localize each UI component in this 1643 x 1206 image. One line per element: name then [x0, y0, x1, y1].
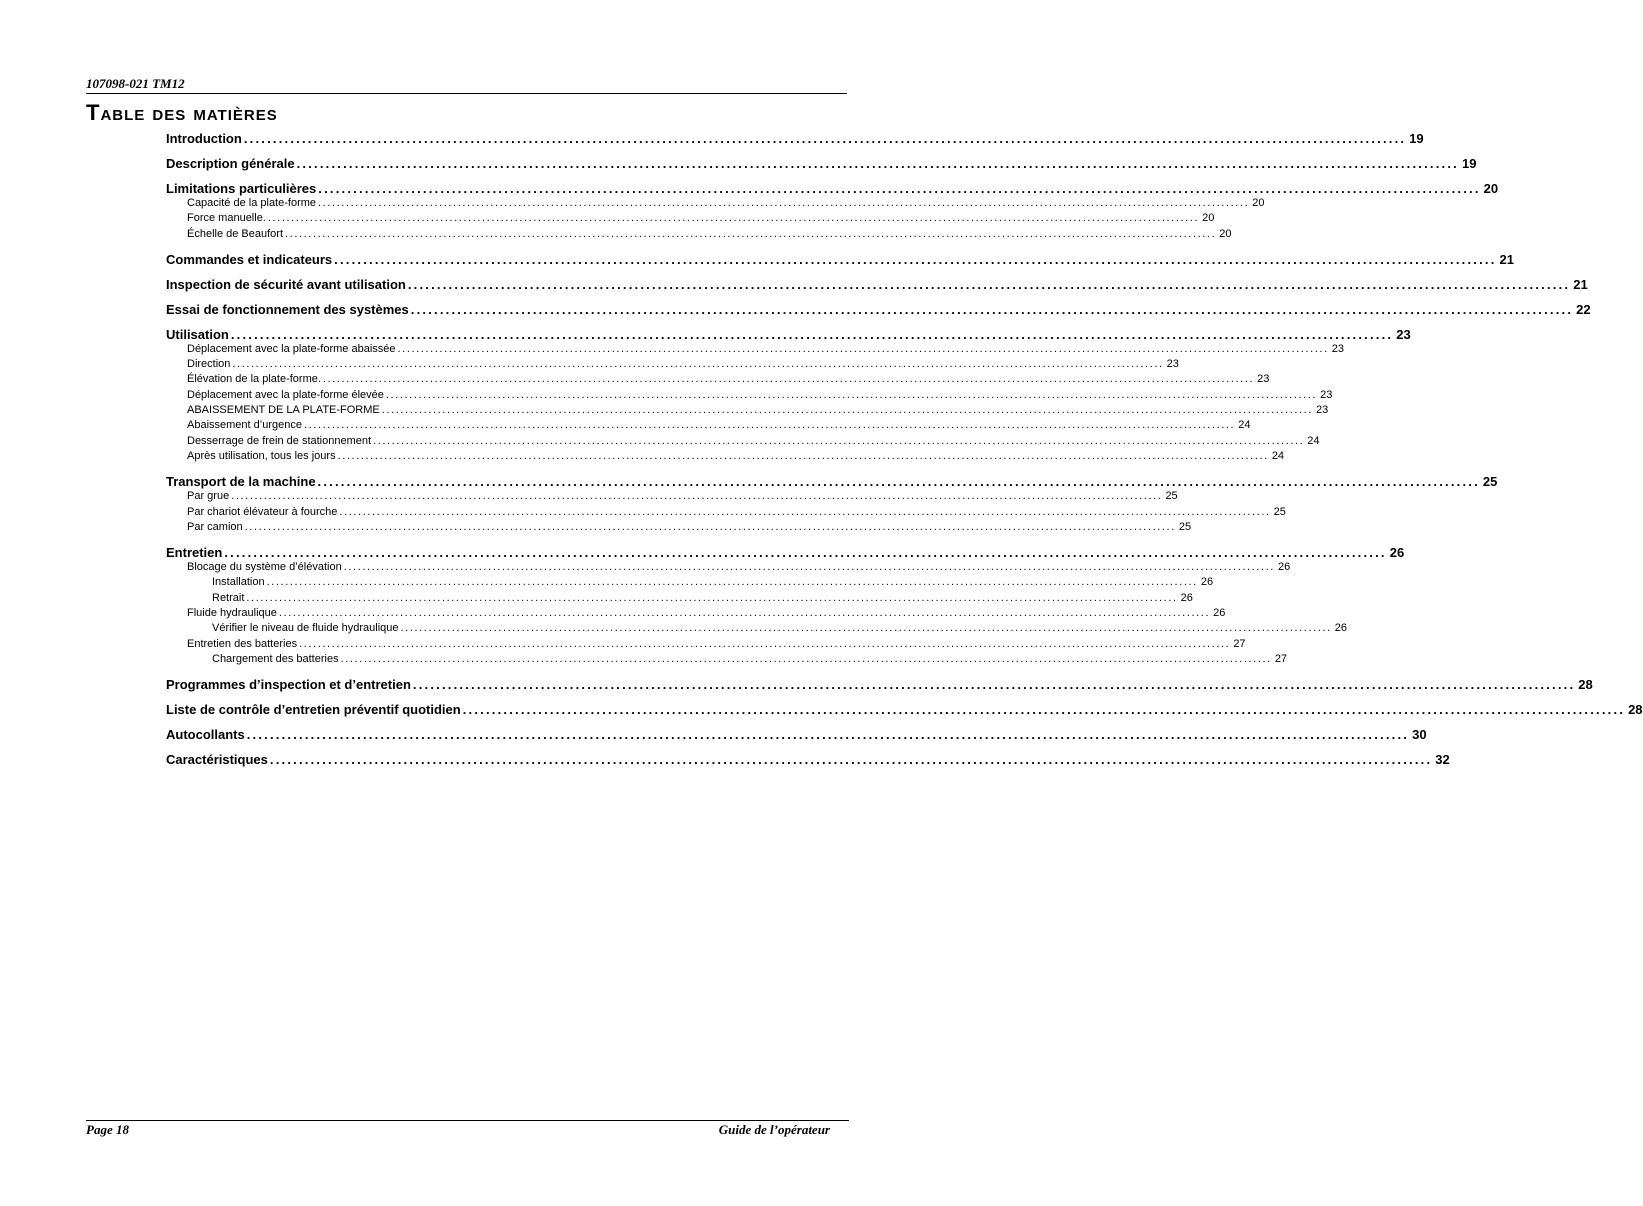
toc-entry[interactable] — [166, 545, 1405, 561]
toc-entry-label: Desserrage de frein de stationnement — [187, 434, 372, 447]
toc-entry-page: 28 — [1628, 702, 1643, 718]
toc-entry-page: 21 — [1573, 276, 1588, 292]
toc-entry[interactable] — [166, 677, 1593, 693]
toc-entry-page: 19 — [1461, 156, 1477, 171]
toc-entry[interactable] — [166, 702, 1643, 718]
toc-entry-label: Retrait — [212, 591, 245, 604]
toc-entry-page: 24 — [1238, 419, 1251, 432]
toc-entry[interactable] — [166, 652, 1288, 667]
toc-entry-page: 27 — [1233, 637, 1246, 650]
toc-entry-label: Entretien — [166, 545, 223, 561]
toc-entry-label: Transport de la machine — [166, 474, 316, 490]
toc-entry-page: 20 — [1252, 197, 1265, 209]
toc-entry[interactable] — [166, 560, 1291, 575]
toc-entry-page: 19 — [1409, 131, 1424, 146]
toc-entry-label: Par camion — [187, 520, 243, 533]
dot-leader: ........................................................................................................................................................................................................ — [266, 576, 1198, 589]
dot-leader: ........................................................................................................................................................................................................ — [397, 342, 1329, 355]
toc-entry-page: 22 — [1576, 301, 1591, 317]
toc-entry[interactable] — [166, 251, 1514, 267]
toc-entry[interactable] — [166, 591, 1193, 606]
dot-leader: ........................................................................................................................................................................................................ — [322, 373, 1255, 386]
dot-leader: ........................................................................................................................................................................................................ — [232, 358, 1164, 371]
dot-leader: ........................................................................................................................................................................................................ — [373, 434, 1305, 447]
dot-leader: ........................................................................................................................................................................................................ — [285, 227, 1217, 240]
toc-entry-label: Par grue — [187, 490, 230, 503]
toc-entry[interactable] — [166, 637, 1246, 652]
toc-entry-label: Essai de fonctionnement des systèmes — [166, 301, 409, 317]
toc-entry-page: 26 — [1213, 607, 1226, 620]
toc-entry-label: Limitations particulières — [166, 181, 317, 196]
toc-entry[interactable] — [166, 489, 1178, 504]
dot-leader: ........................................................................................................................................................................................................ — [278, 607, 1211, 620]
dot-leader: ........................................................................................................................................................................................................ — [317, 474, 1480, 490]
toc-entry-label: Introduction — [166, 131, 242, 146]
toc-entry-page: 20 — [1483, 181, 1499, 196]
toc-entry-label: Description générale — [166, 156, 295, 171]
toc-entry[interactable] — [166, 621, 1347, 636]
dot-leader: ........................................................................................................................................................................................................ — [231, 490, 1163, 503]
dot-leader: ........................................................................................................................................................................................................ — [337, 449, 1269, 462]
toc-entry[interactable] — [166, 196, 1265, 211]
toc-entry[interactable] — [166, 211, 1215, 226]
dot-leader: ........................................................................................................................................................................................................ — [243, 131, 1407, 146]
toc-entry-page: 25 — [1165, 490, 1178, 503]
toc-entry-label: Liste de contrôle d’entretien préventif quotidien — [166, 702, 461, 718]
guide-title: Guide de l’opérateur — [718, 1122, 830, 1137]
toc-entry-page: 20 — [1202, 212, 1215, 225]
toc-entry-label: Chargement des batteries — [212, 652, 339, 665]
toc-entry[interactable] — [166, 403, 1329, 418]
toc-entry[interactable] — [166, 372, 1270, 387]
toc-entry-page: 20 — [1219, 227, 1232, 240]
dot-leader: ........................................................................................................................................................................................................ — [244, 520, 1176, 533]
toc-entry-label: Déplacement avec la plate-forme abaissée — [187, 342, 396, 355]
toc-entry-label: Vérifier le niveau de fluide hydraulique — [212, 622, 399, 635]
toc-entry-label: Installation — [212, 576, 265, 589]
toc-entry-page: 26 — [1180, 591, 1193, 604]
toc-entry[interactable] — [166, 131, 1424, 146]
toc-entry-label: Entretien des batteries — [187, 637, 298, 650]
toc-entry-label: Fluide hydraulique — [187, 607, 277, 620]
toc-entry[interactable] — [166, 606, 1226, 621]
dot-leader: ........................................................................................................................................................................................................ — [462, 702, 1626, 718]
toc-entry-label: Blocage du système d’élévation — [187, 561, 342, 574]
footer-rule — [86, 1120, 849, 1121]
toc-entry-label: Commandes et indicateurs — [166, 251, 333, 267]
toc-entry[interactable] — [166, 388, 1333, 403]
toc-entry-label: Caractéristiques — [166, 752, 268, 768]
toc-entry[interactable] — [166, 474, 1498, 490]
toc-entry[interactable] — [166, 301, 1591, 317]
page-number: Page 18 — [86, 1122, 129, 1137]
dot-leader: ........................................................................................................................................................................................................ — [400, 622, 1332, 635]
toc-entry-page: 25 — [1273, 505, 1286, 518]
toc-entry[interactable] — [166, 520, 1192, 535]
dot-leader: ........................................................................................................................................................................................................ — [407, 276, 1571, 292]
toc-entry-label: Par chariot élévateur à fourche — [187, 505, 338, 518]
dot-leader: ........................................................................................................................................................................................................ — [269, 752, 1433, 768]
toc-entry-label: Inspection de sécurité avant utilisation — [166, 276, 406, 292]
document-id: 107098-021 TM12 — [86, 76, 185, 91]
dot-leader: ........................................................................................................................................................................................................ — [340, 652, 1272, 665]
dot-leader: ........................................................................................................................................................................................................ — [412, 677, 1576, 693]
toc-entry-page: 30 — [1412, 727, 1427, 743]
toc-entry-page: 28 — [1578, 677, 1593, 693]
dot-leader: ........................................................................................................................................................................................................ — [299, 637, 1231, 650]
toc-entry[interactable] — [166, 156, 1477, 171]
toc-entry-page: 25 — [1482, 474, 1498, 490]
toc-entry-page: 32 — [1435, 752, 1450, 768]
toc-entry[interactable] — [166, 449, 1285, 464]
toc-entry-page: 23 — [1396, 326, 1411, 342]
toc-entry-label: Utilisation — [166, 326, 229, 342]
toc-entry-page: 23 — [1316, 404, 1329, 417]
toc-entry-page: 24 — [1307, 434, 1320, 447]
dot-leader: ........................................................................................................................................................................................................ — [318, 197, 1250, 209]
dot-leader: ........................................................................................................................................................................................................ — [381, 404, 1313, 417]
toc-entry-label: Autocollants — [166, 727, 245, 743]
table-of-contents — [166, 131, 1643, 768]
toc-entry[interactable] — [166, 276, 1588, 292]
toc-entry-label: Capacité de la plate-forme — [187, 197, 317, 209]
toc-entry[interactable] — [166, 326, 1411, 342]
toc-entry-page: 25 — [1178, 520, 1192, 533]
toc-entry-page: 26 — [1200, 576, 1214, 589]
dot-leader: ........................................................................................................................................................................................................ — [303, 419, 1236, 432]
toc-entry-label: Déplacement avec la plate-forme élevée — [187, 388, 384, 401]
dot-leader: ........................................................................................................................................................................................................ — [410, 301, 1574, 317]
toc-entry[interactable] — [166, 418, 1251, 433]
toc-entry-page: 24 — [1271, 449, 1285, 462]
toc-entry-label: ABAISSEMENT DE LA PLATE-FORME — [187, 404, 380, 417]
dot-leader: ........................................................................................................................................................................................................ — [224, 545, 1387, 561]
toc-entry-page: 23 — [1257, 373, 1270, 386]
dot-leader: ........................................................................................................................................................................................................ — [296, 156, 1459, 171]
toc-entry-label: Après utilisation, tous les jours — [187, 449, 336, 462]
toc-entry-page: 21 — [1499, 251, 1514, 267]
dot-leader: ........................................................................................................................................................................................................ — [343, 561, 1275, 574]
toc-entry[interactable] — [166, 227, 1232, 242]
toc-entry-label: Élévation de la plate-forme. — [187, 373, 321, 386]
toc-entry[interactable] — [166, 181, 1499, 196]
toc-entry[interactable] — [166, 575, 1214, 590]
toc-entry[interactable] — [166, 342, 1344, 357]
dot-leader: ........................................................................................................................................................................................................ — [334, 251, 1497, 267]
toc-entry-label: Force manuelle. — [187, 212, 266, 225]
toc-entry[interactable] — [166, 505, 1286, 520]
toc-entry[interactable] — [166, 727, 1427, 743]
toc-entry-page: 23 — [1331, 342, 1344, 355]
toc-entry-label: Abaissement d’urgence — [187, 419, 302, 432]
dot-leader: ........................................................................................................................................................................................................ — [246, 591, 1178, 604]
dot-leader: ........................................................................................................................................................................................................ — [230, 326, 1394, 342]
toc-entry[interactable] — [166, 357, 1179, 372]
header-rule — [86, 93, 847, 94]
dot-leader: ........................................................................................................................................................................................................ — [246, 727, 1410, 743]
toc-entry-page: 26 — [1277, 561, 1291, 574]
toc-entry-label: Échelle de Beaufort — [187, 227, 284, 240]
toc-entry-page: 27 — [1274, 652, 1288, 665]
toc-entry-page: 23 — [1320, 388, 1333, 401]
dot-leader: ........................................................................................................................................................................................................ — [385, 388, 1318, 401]
dot-leader: ........................................................................................................................................................................................................ — [318, 181, 1481, 196]
dot-leader: ........................................................................................................................................................................................................ — [339, 505, 1271, 518]
dot-leader: ........................................................................................................................................................................................................ — [267, 212, 1200, 225]
page-title: Table des matières — [86, 100, 278, 125]
toc-entry-page: 26 — [1334, 622, 1347, 635]
toc-entry[interactable] — [166, 434, 1320, 449]
toc-entry-label: Programmes d’inspection et d’entretien — [166, 677, 411, 693]
toc-entry-label: Direction — [187, 358, 231, 371]
toc-entry-page: 23 — [1166, 358, 1179, 371]
toc-entry-page: 26 — [1389, 545, 1405, 561]
toc-entry[interactable] — [166, 752, 1450, 768]
